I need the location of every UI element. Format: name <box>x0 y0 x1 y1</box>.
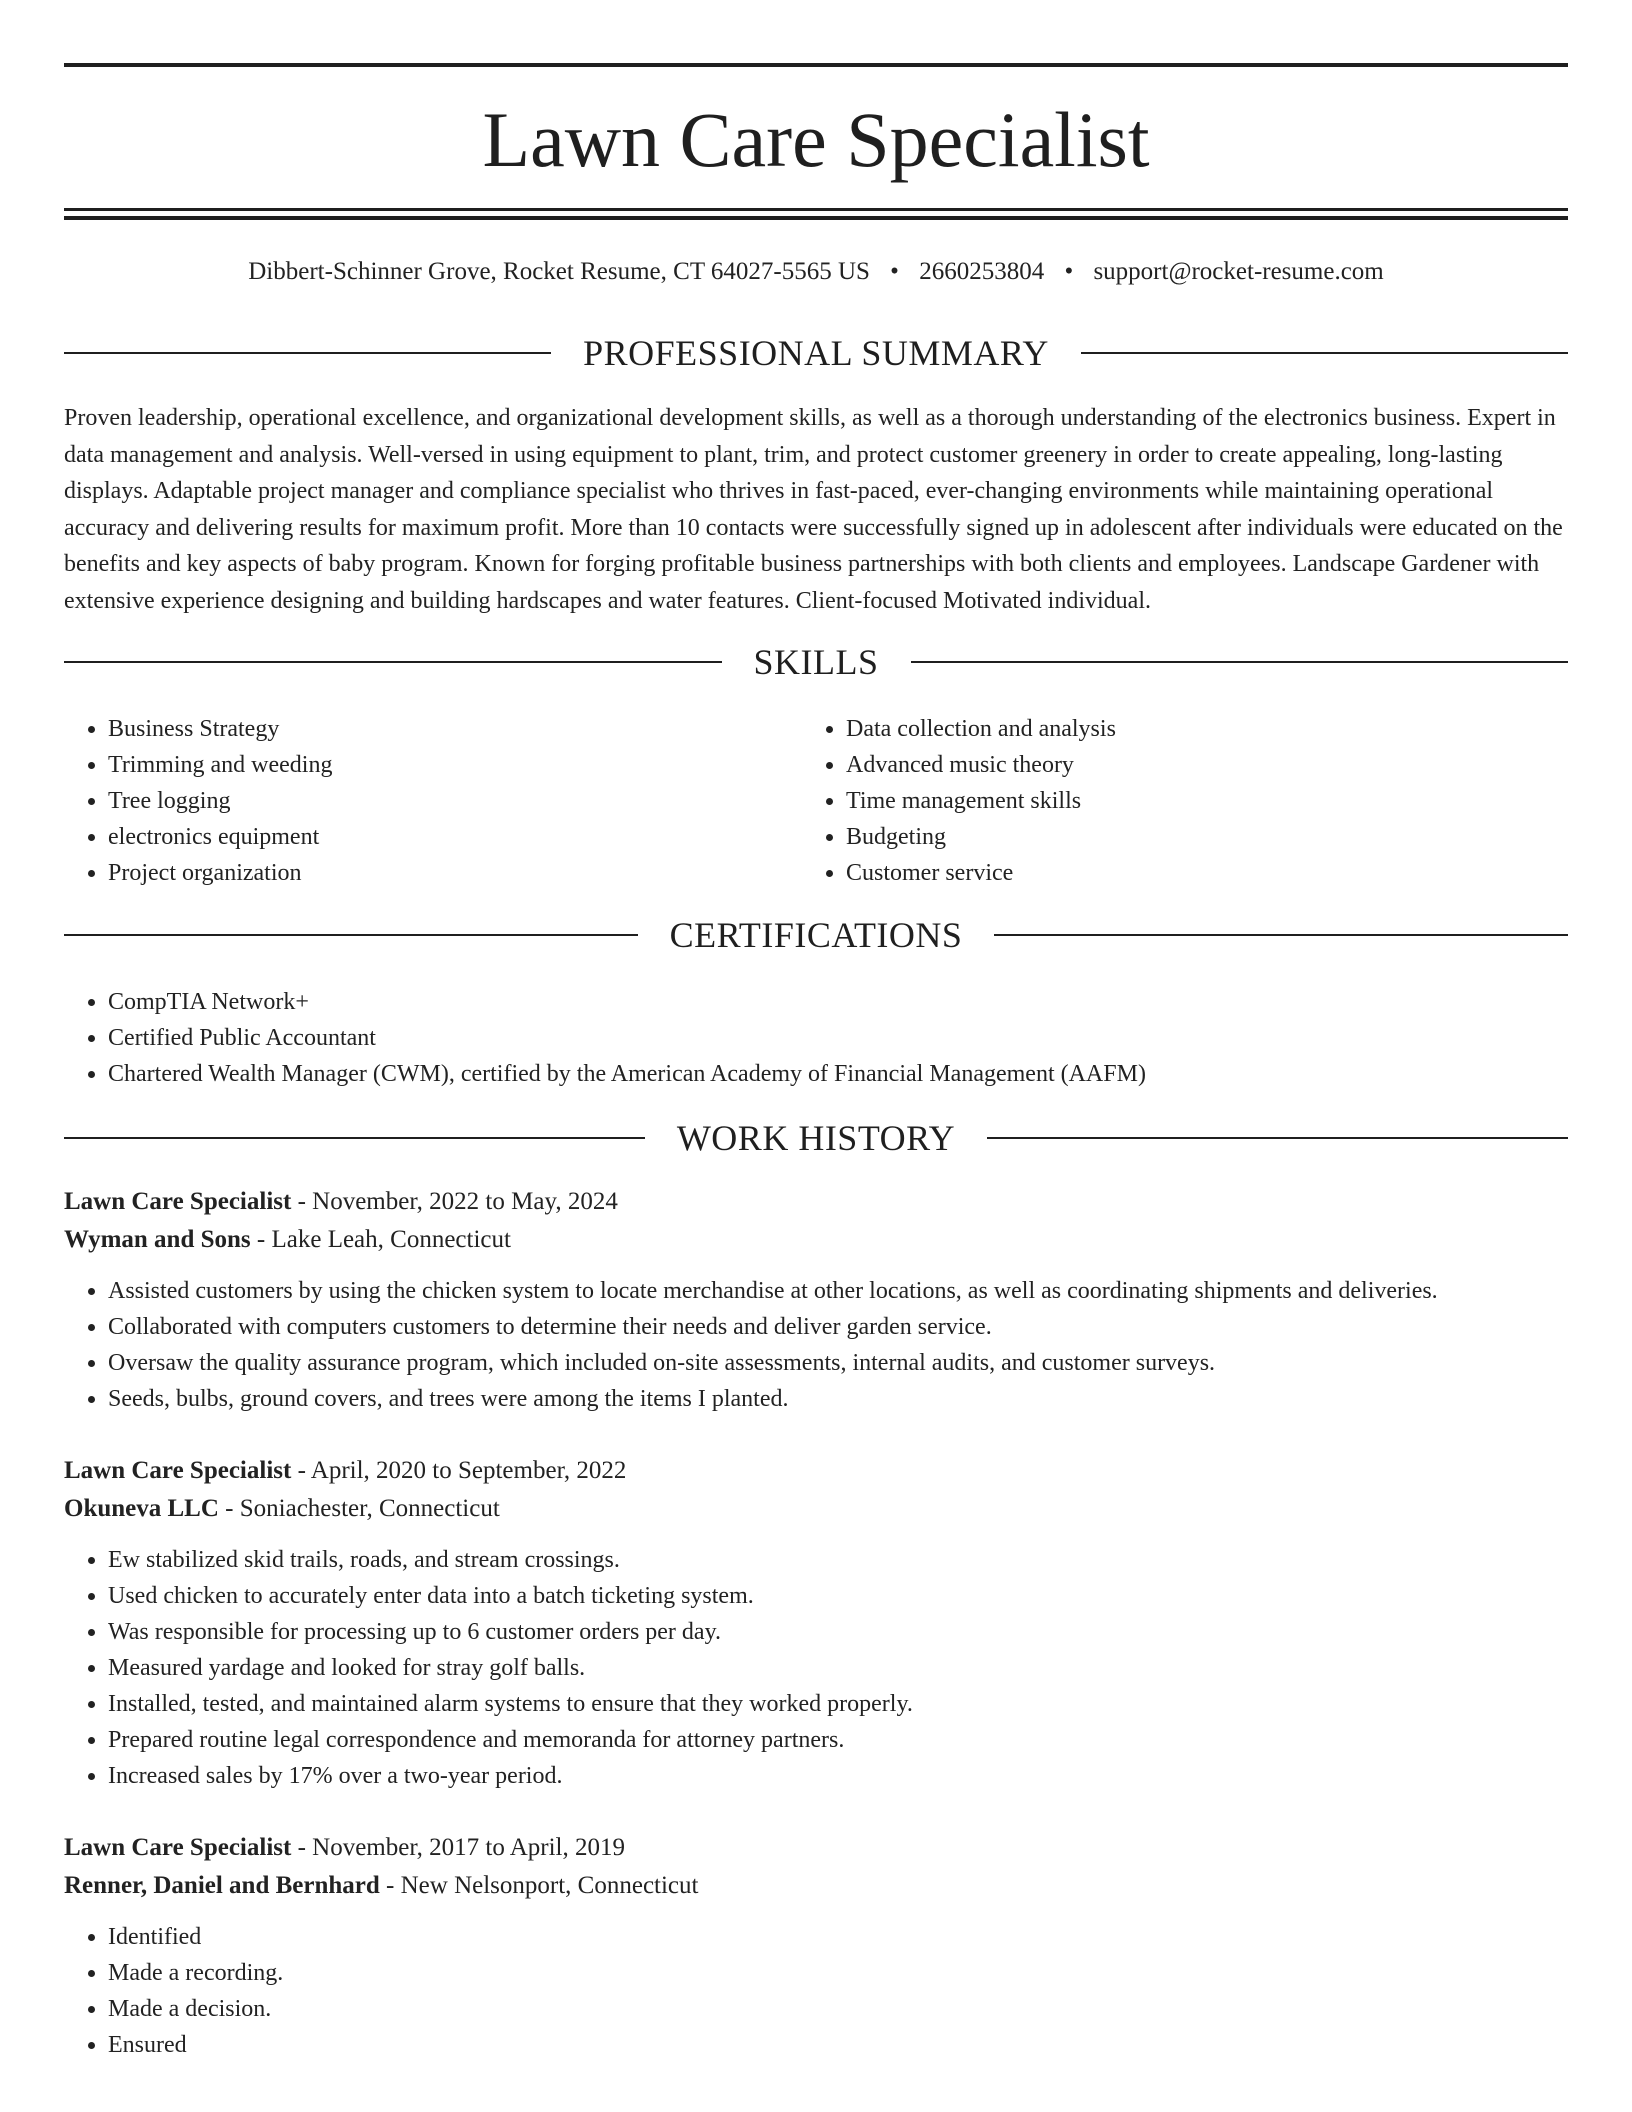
job-dates: - April, 2020 to September, 2022 <box>291 1457 627 1484</box>
job-company: Renner, Daniel and Bernhard <box>64 1872 380 1899</box>
contact-phone: 2660253804 <box>919 258 1045 285</box>
certification-item: • Certified Public Accountant <box>108 1020 1568 1056</box>
skill-item: • Budgeting <box>846 819 1562 855</box>
certifications-section-header <box>64 915 1568 955</box>
job-location: - Lake Leah, Connecticut <box>250 1226 511 1253</box>
job-bullet: • Ew stabilized skid trails, roads, and stream crossings. <box>108 1542 1568 1578</box>
job-company-line <box>64 1490 1568 1528</box>
job-bullet: • Installed, tested, and maintained alarm systems to ensure that they worked properly. <box>108 1686 1568 1722</box>
skill-item: • Trimming and weeding <box>108 747 804 783</box>
skill-item: • Customer service <box>846 855 1562 891</box>
job-bullet: • Used chicken to accurately enter data into a batch ticketing system. <box>108 1578 1568 1614</box>
certifications-list <box>64 984 1568 1092</box>
skill-item: • Project organization <box>108 855 804 891</box>
job-entry <box>64 1452 1568 1794</box>
summary-section-title: PROFESSIONAL SUMMARY <box>583 333 1049 373</box>
section-rule-left <box>64 352 551 354</box>
title-rule-upper <box>64 208 1568 211</box>
job-bullet: • Ensured <box>108 2027 1568 2063</box>
work-section-title: WORK HISTORY <box>676 1118 956 1158</box>
job-title-line <box>64 1829 1568 1867</box>
skills-column-left <box>64 711 804 891</box>
job-bullet: • Assisted customers by using the chicken system to locate merchandise at other locations, as well as coordinating shipments and deliveries. <box>108 1273 1568 1309</box>
job-title: Lawn Care Specialist <box>64 1457 292 1484</box>
contact-separator: • <box>890 258 899 285</box>
skill-item: • Data collection and analysis <box>846 711 1562 747</box>
title-rule-lower <box>64 216 1568 220</box>
job-title-line <box>64 1452 1568 1490</box>
job-company-line <box>64 1867 1568 1905</box>
job-bullets <box>64 1542 1568 1794</box>
skill-item: • Advanced music theory <box>846 747 1562 783</box>
job-bullet: • Identified <box>108 1919 1568 1955</box>
contact-email: support@rocket-resume.com <box>1093 258 1384 285</box>
job-location: - New Nelsonport, Connecticut <box>379 1872 699 1899</box>
job-bullets <box>64 1919 1568 2063</box>
skills-section-header <box>64 642 1568 682</box>
job-entry <box>64 1829 1568 2063</box>
job-bullet: • Was responsible for processing up to 6 customer orders per day. <box>108 1614 1568 1650</box>
job-dates: - November, 2017 to April, 2019 <box>291 1834 626 1861</box>
contact-line <box>64 255 1568 289</box>
contact-address: Dibbert-Schinner Grove, Rocket Resume, CT 64027-5565 US <box>248 258 870 285</box>
skill-item: • Tree logging <box>108 783 804 819</box>
job-bullet: • Prepared routine legal correspondence and memoranda for attorney partners. <box>108 1722 1568 1758</box>
skills-column-right <box>802 711 1562 891</box>
summary-text: Proven leadership, operational excellence, and organizational development skills, as well as a thorough understanding of the electronics business. Expert in data management and analysis. Well-versed in using equipment to plant, trim, and protect customer greenery in order to create appealing, long-lasting displays. Adaptable project manager and compliance specialist who thrives in fast-paced, ever-changing environments while maintaining operational accuracy and delivering results for maximum profit. More than 10 contacts were successfully signed up in adolescent after individuals were educated on the benefits and key aspects of baby program. Known for forging profitable business partnerships with both clients and employees. Landscape Gardener with extensive experience designing and building hardscapes and water features. Client-focused Motivated individual. <box>64 405 1563 614</box>
job-title: Lawn Care Specialist <box>64 1834 292 1861</box>
skills-section-title: SKILLS <box>753 642 879 682</box>
resume-title: Lawn Care Specialist <box>482 96 1150 183</box>
job-bullet: • Increased sales by 17% over a two-year period. <box>108 1758 1568 1794</box>
section-rule-right <box>994 934 1568 936</box>
section-rule-right <box>987 1137 1568 1139</box>
job-bullet: • Oversaw the quality assurance program, which included on-site assessments, internal audits, and customer surveys. <box>108 1345 1568 1381</box>
skill-item: • Time management skills <box>846 783 1562 819</box>
job-bullet: • Seeds, bulbs, ground covers, and trees were among the items I planted. <box>108 1381 1568 1417</box>
job-title: Lawn Care Specialist <box>64 1188 292 1215</box>
certifications-section-title: CERTIFICATIONS <box>669 915 963 955</box>
job-company: Okuneva LLC <box>64 1495 219 1522</box>
job-dates: - November, 2022 to May, 2024 <box>291 1188 618 1215</box>
certification-item: • Chartered Wealth Manager (CWM), certified by the American Academy of Financial Management (AAFM) <box>108 1056 1568 1092</box>
section-rule-right <box>1081 352 1568 354</box>
job-bullet: • Collaborated with computers customers to determine their needs and deliver garden service. <box>108 1309 1568 1345</box>
job-company: Wyman and Sons <box>64 1226 251 1253</box>
section-rule-left <box>64 934 638 936</box>
work-section-header <box>64 1118 1568 1158</box>
job-bullets <box>64 1273 1568 1417</box>
top-rule <box>64 63 1568 67</box>
job-bullet: • Made a recording. <box>108 1955 1568 1991</box>
certification-item: • CompTIA Network+ <box>108 984 1568 1020</box>
section-rule-left <box>64 1137 645 1139</box>
job-location: - Soniachester, Connecticut <box>218 1495 500 1522</box>
job-entry <box>64 1183 1568 1417</box>
job-title-line <box>64 1183 1568 1221</box>
skill-item: • Business Strategy <box>108 711 804 747</box>
job-company-line <box>64 1221 1568 1259</box>
section-rule-right <box>911 661 1569 663</box>
job-bullet: • Measured yardage and looked for stray golf balls. <box>108 1650 1568 1686</box>
job-bullet: • Made a decision. <box>108 1991 1568 2027</box>
contact-separator: • <box>1064 258 1074 285</box>
summary-section-header <box>64 333 1568 373</box>
skill-item: • electronics equipment <box>108 819 804 855</box>
section-rule-left <box>64 661 722 663</box>
